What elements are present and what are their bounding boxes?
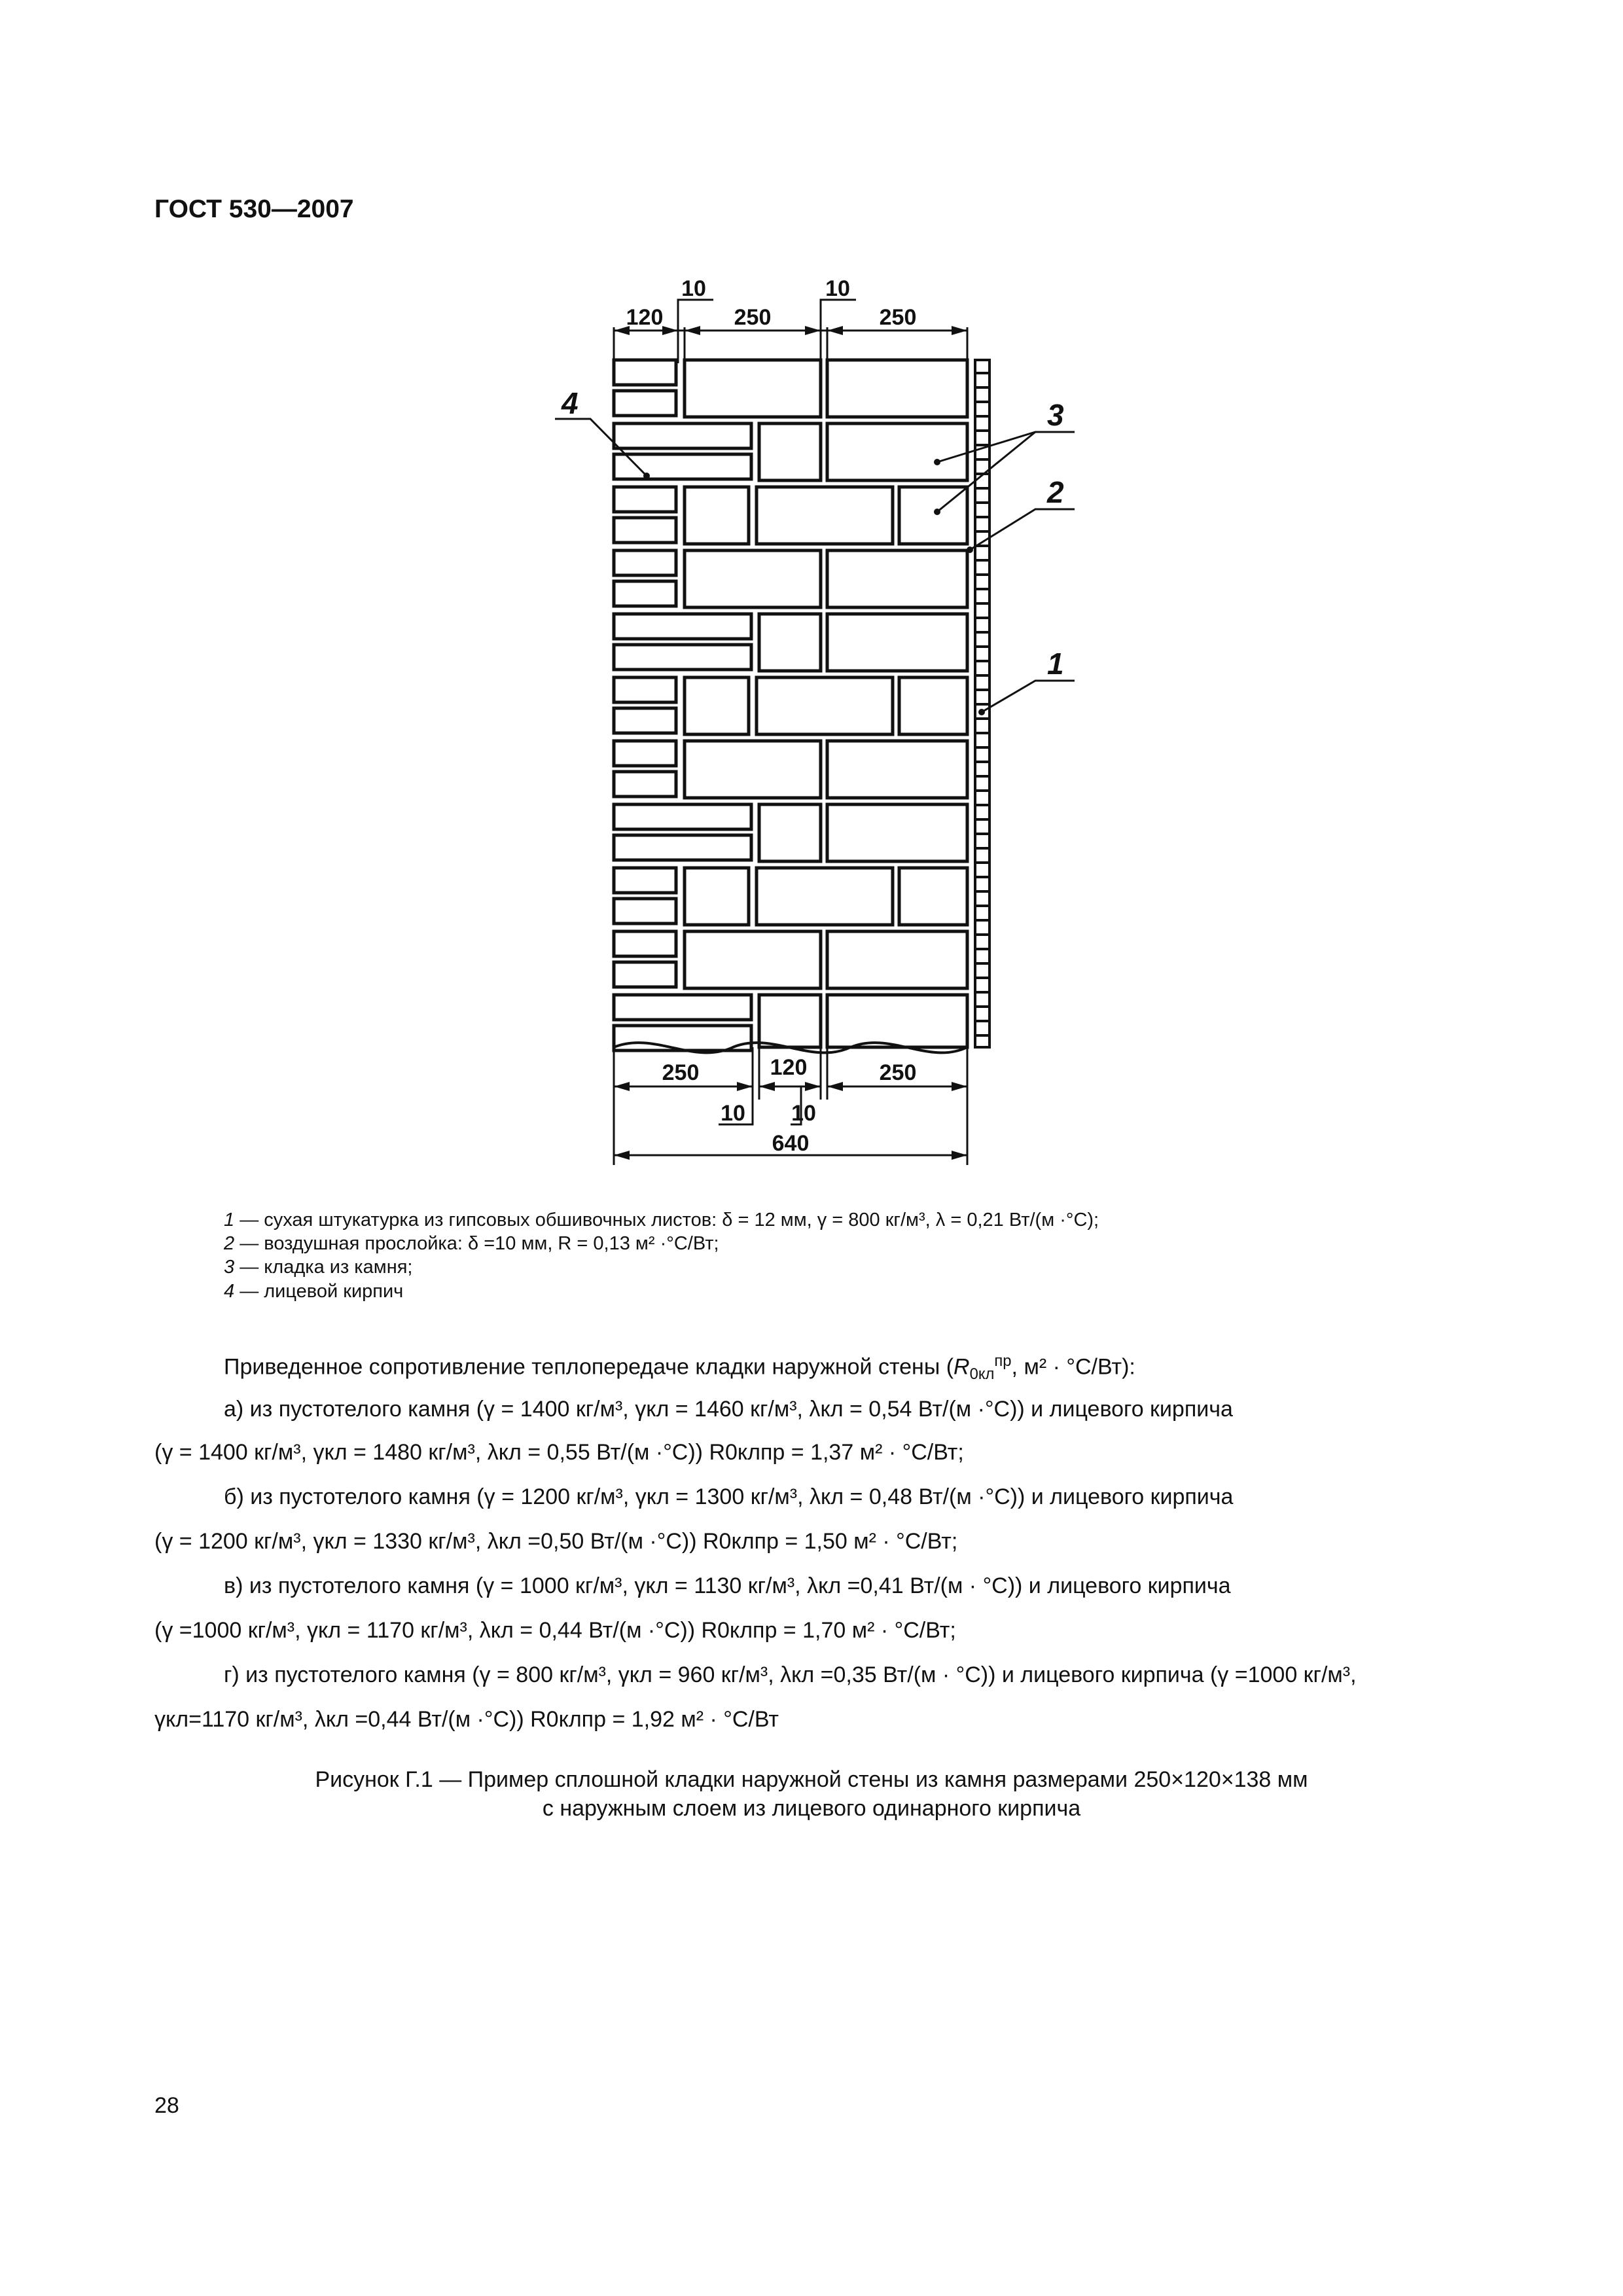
item-b-line-2: (γ = 1200 кг/м³, γкл = 1330 кг/м³, λкл =0,50 Вт/(м ·°С)) R0клпр = 1,50 м² · °С/Вт;	[154, 1529, 958, 1554]
figure-caption-line-1: Рисунок Г.1 — Пример сплошной кладки наружной стены из камня размерами 250×120×138 мм	[315, 1767, 1308, 1792]
brick	[685, 487, 749, 544]
brick	[614, 899, 676, 924]
dim-bottom-250a: 250	[662, 1060, 700, 1085]
brick	[614, 1026, 751, 1050]
brick	[827, 804, 967, 861]
callout-1: 1	[1047, 647, 1064, 681]
callout-4: 4	[562, 386, 579, 420]
item-g-line-1: г) из пустотелого камня (γ = 800 кг/м³, γкл = 960 кг/м³, λкл =0,35 Вт/(м · °С)) и лицевого кирпича (γ =1000 кг/м³,	[224, 1662, 1357, 1687]
legend-item-4: 4 — лицевой кирпич	[224, 1281, 404, 1302]
brick	[614, 804, 751, 829]
item-a-line-1: а) из пустотелого камня (γ = 1400 кг/м³, γкл = 1460 кг/м³, λкл = 0,54 Вт/(м ·°С)) и лицевого кирпича	[224, 1397, 1233, 1422]
brick	[685, 741, 821, 798]
dim-bottom-10b: 10	[791, 1101, 816, 1126]
brick	[685, 868, 749, 925]
brick	[614, 391, 676, 416]
brick	[757, 487, 893, 544]
page-number: 28	[154, 2093, 179, 2118]
brick	[614, 741, 676, 766]
brick	[827, 931, 967, 988]
brick	[899, 868, 967, 925]
brick	[614, 550, 676, 575]
brick	[757, 868, 893, 925]
brick	[827, 614, 967, 671]
brick	[614, 868, 676, 893]
dim-top-120: 120	[626, 305, 664, 330]
item-v-line-1: в) из пустотелого камня (γ = 1000 кг/м³, γкл = 1130 кг/м³, λкл =0,41 Вт/(м · °С)) и лицевого кирпича	[224, 1573, 1231, 1598]
brick	[614, 614, 751, 639]
item-b-line-1: б) из пустотелого камня (γ = 1200 кг/м³, γкл = 1300 кг/м³, λкл = 0,48 Вт/(м ·°С)) и лицевого кирпича	[224, 1484, 1234, 1509]
brick	[827, 550, 967, 607]
brick	[759, 804, 821, 861]
brick	[614, 772, 676, 797]
dim-bottom-250b: 250	[879, 1060, 917, 1085]
brick	[827, 360, 967, 417]
brick	[685, 931, 821, 988]
figure-caption-line-2: с наружным слоем из лицевого одинарного кирпича	[542, 1796, 1081, 1821]
dim-bottom-120: 120	[770, 1055, 808, 1080]
brick	[685, 677, 749, 734]
dim-bottom-10a: 10	[721, 1101, 745, 1126]
masonry-bricks	[614, 360, 967, 1050]
callout-3: 3	[1047, 398, 1064, 432]
brick	[614, 518, 676, 543]
dim-top-250a: 250	[734, 305, 772, 330]
brick	[899, 677, 967, 734]
brick	[614, 931, 676, 956]
brick	[827, 423, 967, 480]
brick	[614, 708, 676, 733]
brick	[614, 645, 751, 670]
brick	[614, 835, 751, 860]
legend-item-1: 1 — сухая штукатурка из гипсовых обшивочных листов: δ = 12 мм, γ = 800 кг/м³, λ = 0,21 Вт/(м ·°С);	[224, 1210, 1099, 1230]
brick	[614, 360, 676, 385]
brick	[827, 741, 967, 798]
brick	[614, 423, 751, 448]
brick	[759, 614, 821, 671]
dim-top-10a: 10	[681, 276, 706, 301]
item-v-line-2: (γ =1000 кг/м³, γкл = 1170 кг/м³, λкл = 0,44 Вт/(м ·°С)) R0клпр = 1,70 м² · °С/Вт;	[154, 1618, 956, 1643]
dimension-arrows	[614, 326, 967, 1160]
brick	[614, 454, 751, 479]
dim-top-250b: 250	[879, 305, 917, 330]
dim-bottom-640: 640	[772, 1131, 810, 1156]
brick	[685, 360, 821, 417]
brick	[614, 581, 676, 606]
item-a-line-2: (γ = 1400 кг/м³, γкл = 1480 кг/м³, λкл = 0,55 Вт/(м ·°С)) R0клпр = 1,37 м² · °С/Вт;	[154, 1440, 964, 1465]
document-header: ГОСТ 530—2007	[154, 195, 354, 223]
brick	[685, 550, 821, 607]
dim-top-10b: 10	[825, 276, 850, 301]
brick	[614, 995, 751, 1020]
brick	[614, 487, 676, 512]
brick	[759, 995, 821, 1047]
brick	[614, 962, 676, 987]
intro-paragraph: Приведенное сопротивление теплопередаче кладки наружной стены ($R_{0кл}^{пр}$, м² · °С/Вт):	[224, 1352, 1135, 1384]
brick	[757, 677, 893, 734]
legend-item-2: 2 — воздушная прослойка: δ =10 мм, R = 0,13 м² ·°С/Вт;	[224, 1233, 719, 1254]
brick	[614, 677, 676, 702]
brick	[827, 995, 967, 1047]
brick	[759, 423, 821, 480]
legend-item-3: 3 — кладка из камня;	[224, 1257, 413, 1278]
plaster-layer	[975, 360, 990, 1047]
callout-2: 2	[1047, 475, 1064, 509]
item-g-line-2: γкл=1170 кг/м³, λкл =0,44 Вт/(м ·°С)) R0клпр = 1,92 м² · °С/Вт	[154, 1707, 779, 1732]
